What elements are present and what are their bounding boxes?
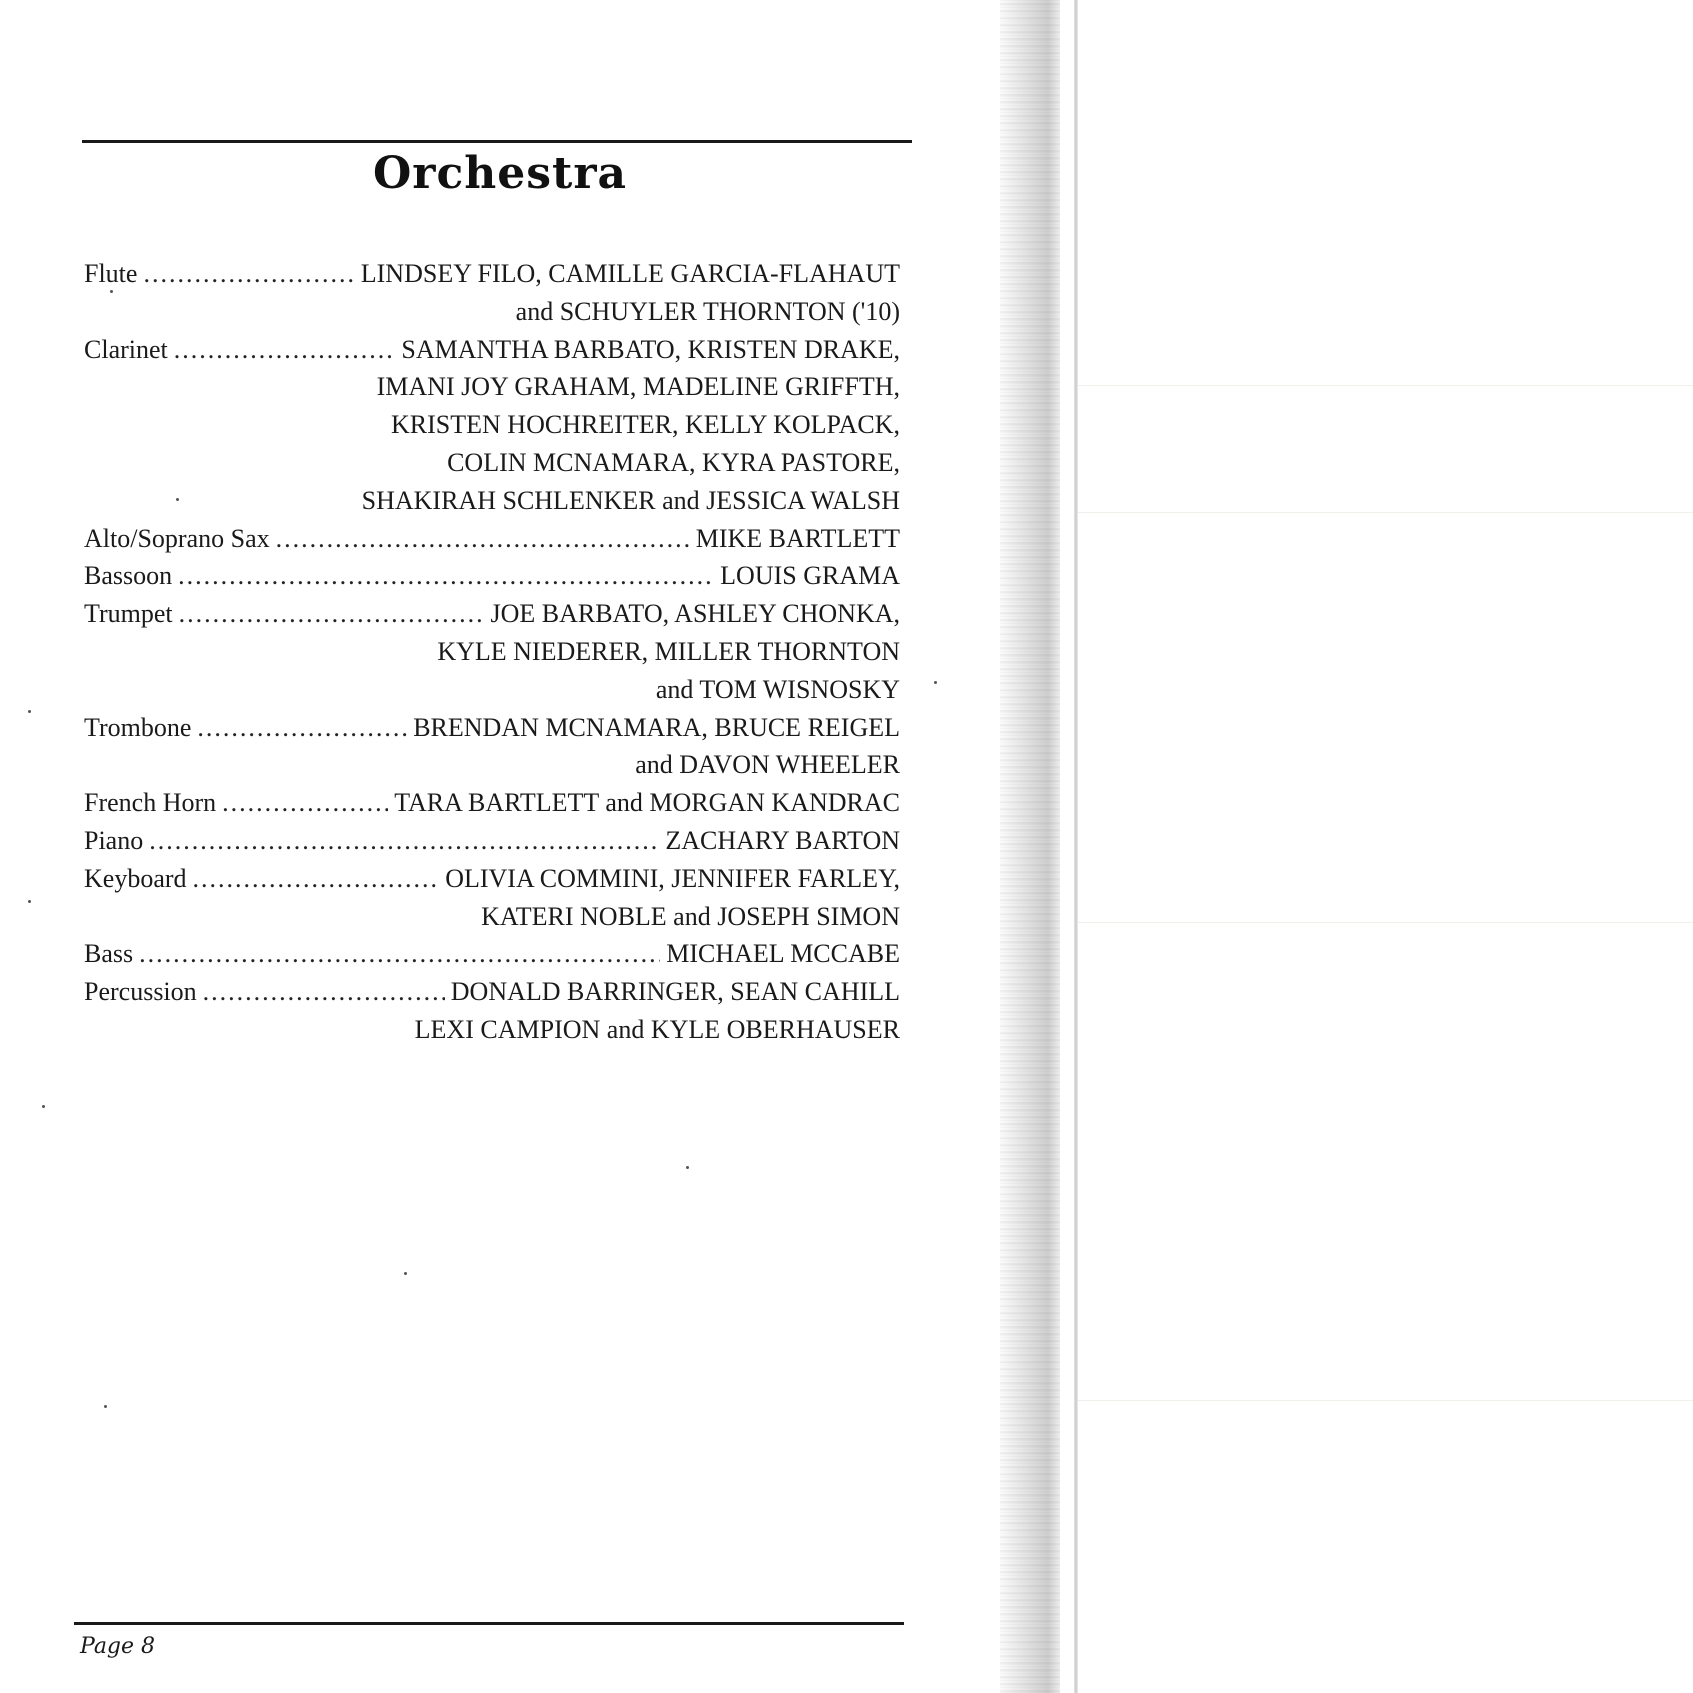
- performer-names: JOE BARBATO, ASHLEY CHONKA,: [490, 599, 900, 629]
- top-rule: [82, 140, 912, 143]
- roster-row-clarinet: [84, 331, 900, 369]
- dot-leader: [276, 520, 690, 558]
- scan-speck: [404, 1272, 407, 1275]
- performer-names-continued: KATERI NOBLE and JOSEPH SIMON: [481, 901, 900, 931]
- instrument-label: Piano: [84, 825, 144, 855]
- instrument-label: Alto/Soprano Sax: [84, 523, 270, 553]
- performer-names: SAMANTHA BARBATO, KRISTEN DRAKE,: [401, 334, 900, 364]
- roster-row-percussion: [84, 973, 900, 1011]
- instrument-label: Trombone: [84, 712, 192, 742]
- page-number: Page 8: [80, 1634, 156, 1659]
- performer-names: OLIVIA COMMINI, JENNIFER FARLEY,: [445, 863, 900, 893]
- scan-speck: [686, 1166, 689, 1169]
- instrument-label: Keyboard: [84, 863, 187, 893]
- instrument-label: Clarinet: [84, 334, 168, 364]
- dot-leader: [139, 935, 660, 973]
- performer-names: MICHAEL MCCABE: [666, 939, 900, 969]
- dot-leader: [178, 557, 714, 595]
- scan-speck: [110, 290, 113, 293]
- faint-line: [1078, 385, 1693, 386]
- scan-speck: [28, 900, 31, 903]
- scan-speck: [934, 681, 937, 684]
- performer-names-continued: SHAKIRAH SCHLENKER and JESSICA WALSH: [361, 485, 900, 515]
- scan-speck: [42, 1105, 45, 1108]
- scan-speck: [176, 498, 179, 501]
- performer-names: TARA BARTLETT and MORGAN KANDRAC: [394, 788, 900, 818]
- instrument-label: Bassoon: [84, 561, 173, 591]
- dot-leader: [179, 595, 485, 633]
- roster-row-alto-soprano-sax: [84, 520, 900, 558]
- instrument-label: Trumpet: [84, 599, 173, 629]
- dot-leader: [193, 860, 440, 898]
- performer-names-continued: KRISTEN HOCHREITER, KELLY KOLPACK,: [391, 410, 900, 440]
- roster-row-bass: [84, 935, 900, 973]
- roster-row-trombone: [84, 709, 900, 747]
- performer-names: MIKE BARTLETT: [695, 523, 900, 553]
- roster-row-piano: [84, 822, 900, 860]
- blank-page-right: [1078, 0, 1693, 1693]
- binding-gutter: [1000, 0, 1060, 1693]
- dot-leader: [174, 331, 396, 369]
- performer-names-continued: and TOM WISNOSKY: [655, 674, 900, 704]
- scan-speck: [104, 1405, 107, 1408]
- dot-leader: [222, 784, 388, 822]
- roster-row-french-horn: [84, 784, 900, 822]
- faint-line: [1078, 1400, 1693, 1401]
- faint-line: [1078, 512, 1693, 513]
- instrument-label: Percussion: [84, 977, 197, 1007]
- dot-leader: [149, 822, 659, 860]
- page-title: Orchestra: [372, 148, 628, 199]
- performer-names: DONALD BARRINGER, SEAN CAHILL: [450, 977, 900, 1007]
- instrument-label: Flute: [84, 259, 138, 288]
- performer-names-continued: and DAVON WHEELER: [635, 750, 900, 780]
- roster-row-trumpet: [84, 595, 900, 633]
- dot-leader: [197, 709, 407, 747]
- roster-row-flute: [84, 255, 900, 293]
- dot-leader: [203, 973, 445, 1011]
- faint-line: [1078, 922, 1693, 923]
- performer-names-continued: LEXI CAMPION and KYLE OBERHAUSER: [414, 1014, 900, 1044]
- roster-row-keyboard: [84, 860, 900, 898]
- performer-names-continued: and SCHUYLER THORNTON ('10): [515, 296, 900, 326]
- dot-leader: [143, 255, 354, 293]
- performer-names-continued: IMANI JOY GRAHAM, MADELINE GRIFFTH,: [376, 372, 900, 402]
- orchestra-roster: [84, 255, 900, 1049]
- performer-names: LINDSEY FILO, CAMILLE GARCIA-FLAHAUT: [360, 259, 900, 288]
- instrument-label: Bass: [84, 939, 134, 969]
- performer-names: LOUIS GRAMA: [720, 561, 900, 591]
- roster-row-bassoon: [84, 557, 900, 595]
- performer-names-continued: KYLE NIEDERER, MILLER THORNTON: [437, 636, 900, 666]
- bottom-rule: [74, 1622, 904, 1625]
- performer-names-continued: COLIN MCNAMARA, KYRA PASTORE,: [447, 447, 900, 477]
- instrument-label: French Horn: [84, 788, 217, 818]
- scan-speck: [28, 710, 31, 713]
- performer-names: BRENDAN MCNAMARA, BRUCE REIGEL: [413, 712, 900, 742]
- performer-names: ZACHARY BARTON: [665, 825, 900, 855]
